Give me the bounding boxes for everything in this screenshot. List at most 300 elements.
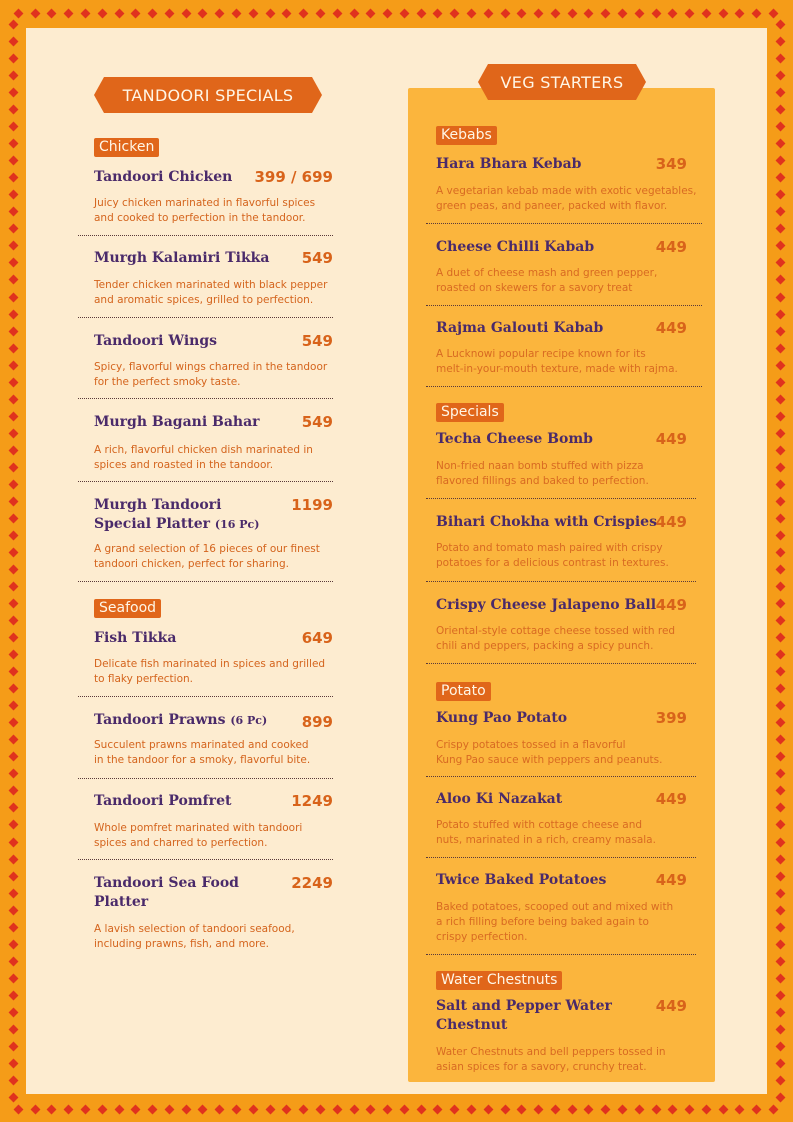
border-diamond: [8, 122, 18, 132]
border-diamond: [8, 871, 18, 881]
border-diamond: [483, 1104, 493, 1114]
menu-item-description: Potato and tomato mash paired with crispy potatoes for a delicious contrast in textures.: [436, 542, 669, 569]
border-diamond: [775, 820, 785, 830]
border-diamond: [775, 633, 785, 643]
border-diamond: [8, 173, 18, 183]
border-diamond: [8, 1093, 18, 1103]
border-diamond: [8, 565, 18, 575]
menu-item-description: A lavish selection of tandoori seafood, including prawns, fish, and more.: [94, 923, 295, 950]
border-diamond: [775, 122, 785, 132]
menu-item-description: Tender chicken marinated with black pepper and aromatic spices, grilled to perfection.: [94, 279, 328, 306]
border-diamond: [332, 1104, 342, 1114]
border-diamond: [718, 8, 728, 18]
menu-item-description: A vegetarian kebab made with exotic vegetables, green peas, and paneer, packed with flavor.: [436, 185, 697, 212]
border-diamond: [8, 786, 18, 796]
seafood-section-tag: Seafood: [94, 599, 161, 618]
border-diamond: [181, 8, 191, 18]
menu-item-name: Murgh Tandoori Special Platter (16 Pc): [94, 497, 260, 532]
menu-item-name: Aloo Ki Nazakat: [436, 791, 563, 807]
tandoori-specials-banner: [104, 77, 312, 113]
border-diamond: [775, 275, 785, 285]
border-diamond: [316, 8, 326, 18]
chicken-section-tag: Chicken: [94, 138, 159, 157]
item-divider: [78, 859, 333, 860]
border-diamond: [775, 326, 785, 336]
menu-item-price: 349: [655, 155, 687, 173]
border-diamond: [383, 8, 393, 18]
border-diamond: [8, 905, 18, 915]
menu-item-description: Whole pomfret marinated with tandoori spices and charred to perfection.: [94, 822, 303, 849]
border-diamond: [775, 616, 785, 626]
border-diamond: [775, 54, 785, 64]
border-diamond: [775, 973, 785, 983]
menu-item-name: Twice Baked Potatoes: [436, 872, 607, 888]
border-diamond: [8, 752, 18, 762]
border-diamond: [8, 616, 18, 626]
menu-item-name: Murgh Kalamiri Tikka: [94, 250, 270, 266]
border-diamond: [8, 973, 18, 983]
menu-item-price: 449: [655, 997, 687, 1015]
border-diamond: [8, 888, 18, 898]
border-diamond: [8, 684, 18, 694]
border-diamond: [8, 309, 18, 319]
item-divider: [426, 776, 696, 777]
border-diamond: [775, 1076, 785, 1086]
border-diamond: [8, 599, 18, 609]
menu-item-price: 649: [301, 629, 333, 647]
tandoori-specials-title: TANDOORI SPECIALS: [122, 85, 294, 105]
menu-item-price: 2249: [291, 874, 333, 892]
menu-item-price: 399 / 699: [254, 168, 333, 186]
border-diamond: [517, 1104, 527, 1114]
border-diamond: [97, 1104, 107, 1114]
border-diamond: [47, 8, 57, 18]
border-diamond: [8, 258, 18, 268]
border-diamond: [8, 1058, 18, 1068]
menu-item-name: Crispy Cheese Jalapeno Ball: [436, 597, 657, 613]
menu-item-name: Tandoori Chicken: [94, 169, 233, 185]
border-diamond: [775, 1093, 785, 1103]
menu-item-description: A duet of cheese mash and green pepper, roasted on skewers for a savory treat: [436, 267, 658, 294]
border-diamond: [299, 8, 309, 18]
border-diamond: [584, 8, 594, 18]
border-diamond: [181, 1104, 191, 1114]
border-diamond: [500, 8, 510, 18]
border-diamond: [775, 462, 785, 472]
border-diamond: [8, 428, 18, 438]
border-diamond: [8, 496, 18, 506]
border-diamond: [416, 1104, 426, 1114]
border-diamond: [433, 8, 443, 18]
menu-item-name: Tandoori Wings: [94, 333, 218, 349]
border-diamond: [735, 1104, 745, 1114]
menu-item-price: 1199: [291, 496, 333, 514]
border-diamond: [383, 1104, 393, 1114]
border-diamond: [718, 1104, 728, 1114]
border-diamond: [8, 479, 18, 489]
border-diamond: [8, 854, 18, 864]
menu-item-price: 549: [301, 413, 333, 431]
portion-size: (16 Pc): [214, 518, 260, 531]
border-diamond: [8, 190, 18, 200]
border-diamond: [467, 8, 477, 18]
border-diamond: [634, 1104, 644, 1114]
border-diamond: [332, 8, 342, 18]
border-diamond: [775, 479, 785, 489]
water-chestnuts-section-tag: Water Chestnuts: [436, 971, 562, 990]
border-diamond: [265, 8, 275, 18]
border-diamond: [701, 8, 711, 18]
border-diamond: [8, 701, 18, 711]
border-diamond: [30, 1104, 40, 1114]
border-diamond: [775, 309, 785, 319]
border-diamond: [775, 565, 785, 575]
menu-item-description: Potato stuffed with cottage cheese and nuts, marinated in a rich, creamy masala.: [436, 819, 656, 846]
border-diamond: [735, 8, 745, 18]
border-diamond: [8, 105, 18, 115]
border-diamond: [316, 1104, 326, 1114]
border-diamond: [282, 1104, 292, 1114]
border-diamond: [775, 531, 785, 541]
menu-item-description: Water Chestnuts and bell peppers tossed in asian spices for a savory, crunchy treat.: [436, 1046, 666, 1073]
border-diamond: [8, 1076, 18, 1086]
border-diamond: [8, 922, 18, 932]
item-divider: [78, 317, 333, 318]
border-diamond: [131, 8, 141, 18]
potato-section-tag: Potato: [436, 682, 491, 701]
border-diamond: [8, 37, 18, 47]
border-diamond: [8, 548, 18, 558]
item-divider: [78, 235, 333, 236]
item-divider: [78, 398, 333, 399]
border-diamond: [651, 1104, 661, 1114]
border-diamond: [567, 1104, 577, 1114]
border-diamond: [775, 667, 785, 677]
border-diamond: [8, 411, 18, 421]
border-diamond: [8, 275, 18, 285]
border-diamond: [30, 8, 40, 18]
border-diamond: [668, 1104, 678, 1114]
border-diamond: [47, 1104, 57, 1114]
border-diamond: [8, 990, 18, 1000]
border-diamond: [164, 8, 174, 18]
border-diamond: [534, 1104, 544, 1114]
menu-item-description: A grand selection of 16 pieces of our finest tandoori chicken, perfect for sharing.: [94, 543, 320, 570]
border-diamond: [8, 956, 18, 966]
border-diamond: [775, 1007, 785, 1017]
border-diamond: [775, 786, 785, 796]
border-diamond: [775, 769, 785, 779]
item-divider: [426, 223, 702, 224]
border-diamond: [114, 1104, 124, 1114]
border-diamond: [64, 8, 74, 18]
border-diamond: [8, 633, 18, 643]
item-divider: [426, 857, 696, 858]
border-diamond: [8, 54, 18, 64]
border-diamond: [8, 20, 18, 30]
border-diamond: [8, 837, 18, 847]
menu-item-price: 449: [655, 319, 687, 337]
menu-item-name: Kung Pao Potato: [436, 710, 568, 726]
border-diamond: [8, 769, 18, 779]
border-diamond: [775, 548, 785, 558]
border-diamond: [8, 292, 18, 302]
border-diamond: [8, 343, 18, 353]
border-diamond: [198, 8, 208, 18]
border-diamond: [399, 8, 409, 18]
border-diamond: [601, 1104, 611, 1114]
veg-starters-banner: [488, 64, 636, 100]
item-divider: [426, 386, 702, 387]
border-diamond: [775, 20, 785, 30]
border-diamond: [366, 8, 376, 18]
border-diamond: [685, 1104, 695, 1114]
menu-item-name: Fish Tikka: [94, 630, 177, 646]
border-diamond: [215, 8, 225, 18]
menu-item-price: 449: [655, 238, 687, 256]
border-diamond: [775, 377, 785, 387]
border-diamond: [8, 156, 18, 166]
border-diamond: [775, 1058, 785, 1068]
border-diamond: [8, 207, 18, 217]
border-diamond: [148, 8, 158, 18]
border-diamond: [634, 8, 644, 18]
border-diamond: [775, 735, 785, 745]
menu-item-price: 899: [301, 713, 333, 731]
border-diamond: [164, 1104, 174, 1114]
item-divider: [78, 696, 333, 697]
border-diamond: [8, 1024, 18, 1034]
border-diamonds-bottom: [10, 1104, 783, 1114]
border-diamond: [775, 888, 785, 898]
border-diamond: [232, 8, 242, 18]
border-diamond: [775, 139, 785, 149]
border-diamonds-left: [8, 16, 18, 1106]
border-diamond: [8, 241, 18, 251]
border-diamond: [282, 8, 292, 18]
border-diamond: [775, 258, 785, 268]
border-diamond: [775, 1041, 785, 1051]
menu-item-name: Tandoori Prawns (6 Pc): [94, 712, 268, 728]
border-diamond: [198, 1104, 208, 1114]
border-diamond: [775, 445, 785, 455]
border-diamond: [775, 411, 785, 421]
border-diamond: [8, 939, 18, 949]
border-diamond: [8, 531, 18, 541]
border-diamond: [215, 1104, 225, 1114]
border-diamond: [8, 360, 18, 370]
border-diamond: [483, 8, 493, 18]
border-diamond: [775, 394, 785, 404]
border-diamond: [349, 8, 359, 18]
border-diamond: [601, 8, 611, 18]
menu-item-name: Hara Bhara Kebab: [436, 156, 582, 172]
border-diamond: [775, 752, 785, 762]
menu-item-description: Juicy chicken marinated in flavorful spices and cooked to perfection in the tandoor.: [94, 197, 316, 224]
border-diamond: [775, 190, 785, 200]
menu-item-description: Baked potatoes, scooped out and mixed with a rich filling before being baked again to crispy perfection.: [436, 901, 674, 943]
border-diamond: [775, 837, 785, 847]
border-diamond: [685, 8, 695, 18]
border-diamond: [8, 139, 18, 149]
border-diamond: [8, 650, 18, 660]
border-diamond: [775, 582, 785, 592]
border-diamond: [775, 224, 785, 234]
item-divider: [426, 498, 696, 499]
veg-starters-title: VEG STARTERS: [500, 72, 624, 92]
menu-item-price: 549: [301, 249, 333, 267]
border-diamond: [775, 684, 785, 694]
border-diamond: [775, 922, 785, 932]
menu-item-description: Crispy potatoes tossed in a flavorful Kung Pao sauce with peppers and peanuts.: [436, 739, 663, 766]
border-diamond: [567, 8, 577, 18]
border-diamond: [131, 1104, 141, 1114]
menu-item-description: Delicate fish marinated in spices and grilled to flaky perfection.: [94, 658, 326, 685]
border-diamond: [775, 1024, 785, 1034]
border-diamond: [81, 8, 91, 18]
border-diamond: [775, 88, 785, 98]
border-diamond: [8, 377, 18, 387]
border-diamond: [8, 1041, 18, 1051]
border-diamond: [8, 71, 18, 81]
menu-item-price: 449: [655, 790, 687, 808]
border-diamond: [467, 1104, 477, 1114]
item-divider: [426, 581, 696, 582]
border-diamond: [752, 1104, 762, 1114]
border-diamond: [8, 88, 18, 98]
border-diamond: [775, 71, 785, 81]
border-diamond: [584, 1104, 594, 1114]
border-diamond: [148, 1104, 158, 1114]
border-diamond: [752, 8, 762, 18]
border-diamond: [8, 513, 18, 523]
border-diamond: [775, 956, 785, 966]
specials-section-tag: Specials: [436, 403, 504, 422]
menu-item-name: Tandoori Sea Food Platter: [94, 875, 239, 910]
menu-item-description: Spicy, flavorful wings charred in the tandoor for the perfect smoky taste.: [94, 361, 328, 388]
menu-item-name: Tandoori Pomfret: [94, 793, 232, 809]
border-diamond: [8, 1007, 18, 1017]
border-diamond: [775, 599, 785, 609]
menu-item-description: Succulent prawns marinated and cooked in the tandoor for a smoky, flavorful bite.: [94, 739, 311, 766]
border-diamond: [618, 8, 628, 18]
border-diamond: [775, 156, 785, 166]
border-diamond: [517, 8, 527, 18]
item-divider: [78, 581, 333, 582]
menu-item-price: 549: [301, 332, 333, 350]
border-diamonds-right: [775, 16, 785, 1106]
border-diamond: [775, 650, 785, 660]
border-diamond: [416, 8, 426, 18]
border-diamond: [775, 428, 785, 438]
menu-item-description: A Lucknowi popular recipe known for its melt-in-your-mouth texture, made with rajma.: [436, 348, 678, 375]
kebabs-section-tag: Kebabs: [436, 126, 497, 145]
menu-item-description: A rich, flavorful chicken dish marinated in spices and roasted in the tandoor.: [94, 444, 313, 471]
border-diamond: [550, 1104, 560, 1114]
border-diamond: [775, 207, 785, 217]
border-diamond: [232, 1104, 242, 1114]
menu-item-price: 449: [655, 513, 687, 531]
border-diamond: [8, 582, 18, 592]
border-diamond: [8, 803, 18, 813]
menu-item-name: Rajma Galouti Kabab: [436, 320, 604, 336]
border-diamond: [399, 1104, 409, 1114]
border-diamond: [775, 905, 785, 915]
border-diamond: [775, 343, 785, 353]
menu-item-price: 449: [655, 871, 687, 889]
border-diamond: [8, 462, 18, 472]
menu-item-description: Non-fried naan bomb stuffed with pizza flavored fillings and baked to perfection.: [436, 460, 649, 487]
border-diamond: [775, 173, 785, 183]
border-diamond: [248, 1104, 258, 1114]
border-diamond: [248, 8, 258, 18]
border-diamond: [450, 8, 460, 18]
menu-item-name: Cheese Chilli Kabab: [436, 239, 595, 255]
border-diamond: [701, 1104, 711, 1114]
border-diamond: [114, 8, 124, 18]
border-diamond: [775, 939, 785, 949]
border-diamond: [775, 360, 785, 370]
border-diamond: [550, 8, 560, 18]
border-diamond: [775, 513, 785, 523]
border-diamond: [8, 394, 18, 404]
border-diamond: [775, 292, 785, 302]
item-divider: [78, 481, 333, 482]
menu-item-description: Oriental-style cottage cheese tossed with red chili and peppers, packing a spicy punch.: [436, 625, 676, 652]
menu-item-price: 449: [655, 596, 687, 614]
item-divider: [426, 663, 696, 664]
menu-item-name: Bihari Chokha with Crispies: [436, 514, 657, 530]
border-diamond: [450, 1104, 460, 1114]
border-diamond: [8, 718, 18, 728]
menu-item-price: 399: [655, 709, 687, 727]
border-diamond: [8, 224, 18, 234]
item-divider: [426, 305, 702, 306]
menu-item-name: Salt and Pepper Water Chestnut: [436, 998, 612, 1033]
border-diamond: [775, 701, 785, 711]
portion-size: (6 Pc): [230, 714, 268, 727]
border-diamond: [500, 1104, 510, 1114]
menu-item-price: 449: [655, 430, 687, 448]
border-diamond: [775, 241, 785, 251]
border-diamond: [97, 8, 107, 18]
border-diamond: [618, 1104, 628, 1114]
border-diamond: [366, 1104, 376, 1114]
border-diamonds-top: [10, 8, 783, 18]
border-diamond: [8, 326, 18, 336]
border-diamond: [8, 820, 18, 830]
border-diamond: [534, 8, 544, 18]
border-diamond: [775, 37, 785, 47]
border-diamond: [81, 1104, 91, 1114]
item-divider: [78, 778, 333, 779]
border-diamond: [8, 667, 18, 677]
border-diamond: [668, 8, 678, 18]
border-diamond: [349, 1104, 359, 1114]
border-diamond: [775, 718, 785, 728]
border-diamond: [775, 871, 785, 881]
menu-item-name: Techa Cheese Bomb: [436, 431, 593, 447]
border-diamond: [775, 803, 785, 813]
border-diamond: [433, 1104, 443, 1114]
border-diamond: [775, 105, 785, 115]
border-diamond: [775, 854, 785, 864]
border-diamond: [651, 8, 661, 18]
menu-item-price: 1249: [291, 792, 333, 810]
border-diamond: [775, 990, 785, 1000]
border-diamond: [8, 735, 18, 745]
border-diamond: [8, 445, 18, 455]
